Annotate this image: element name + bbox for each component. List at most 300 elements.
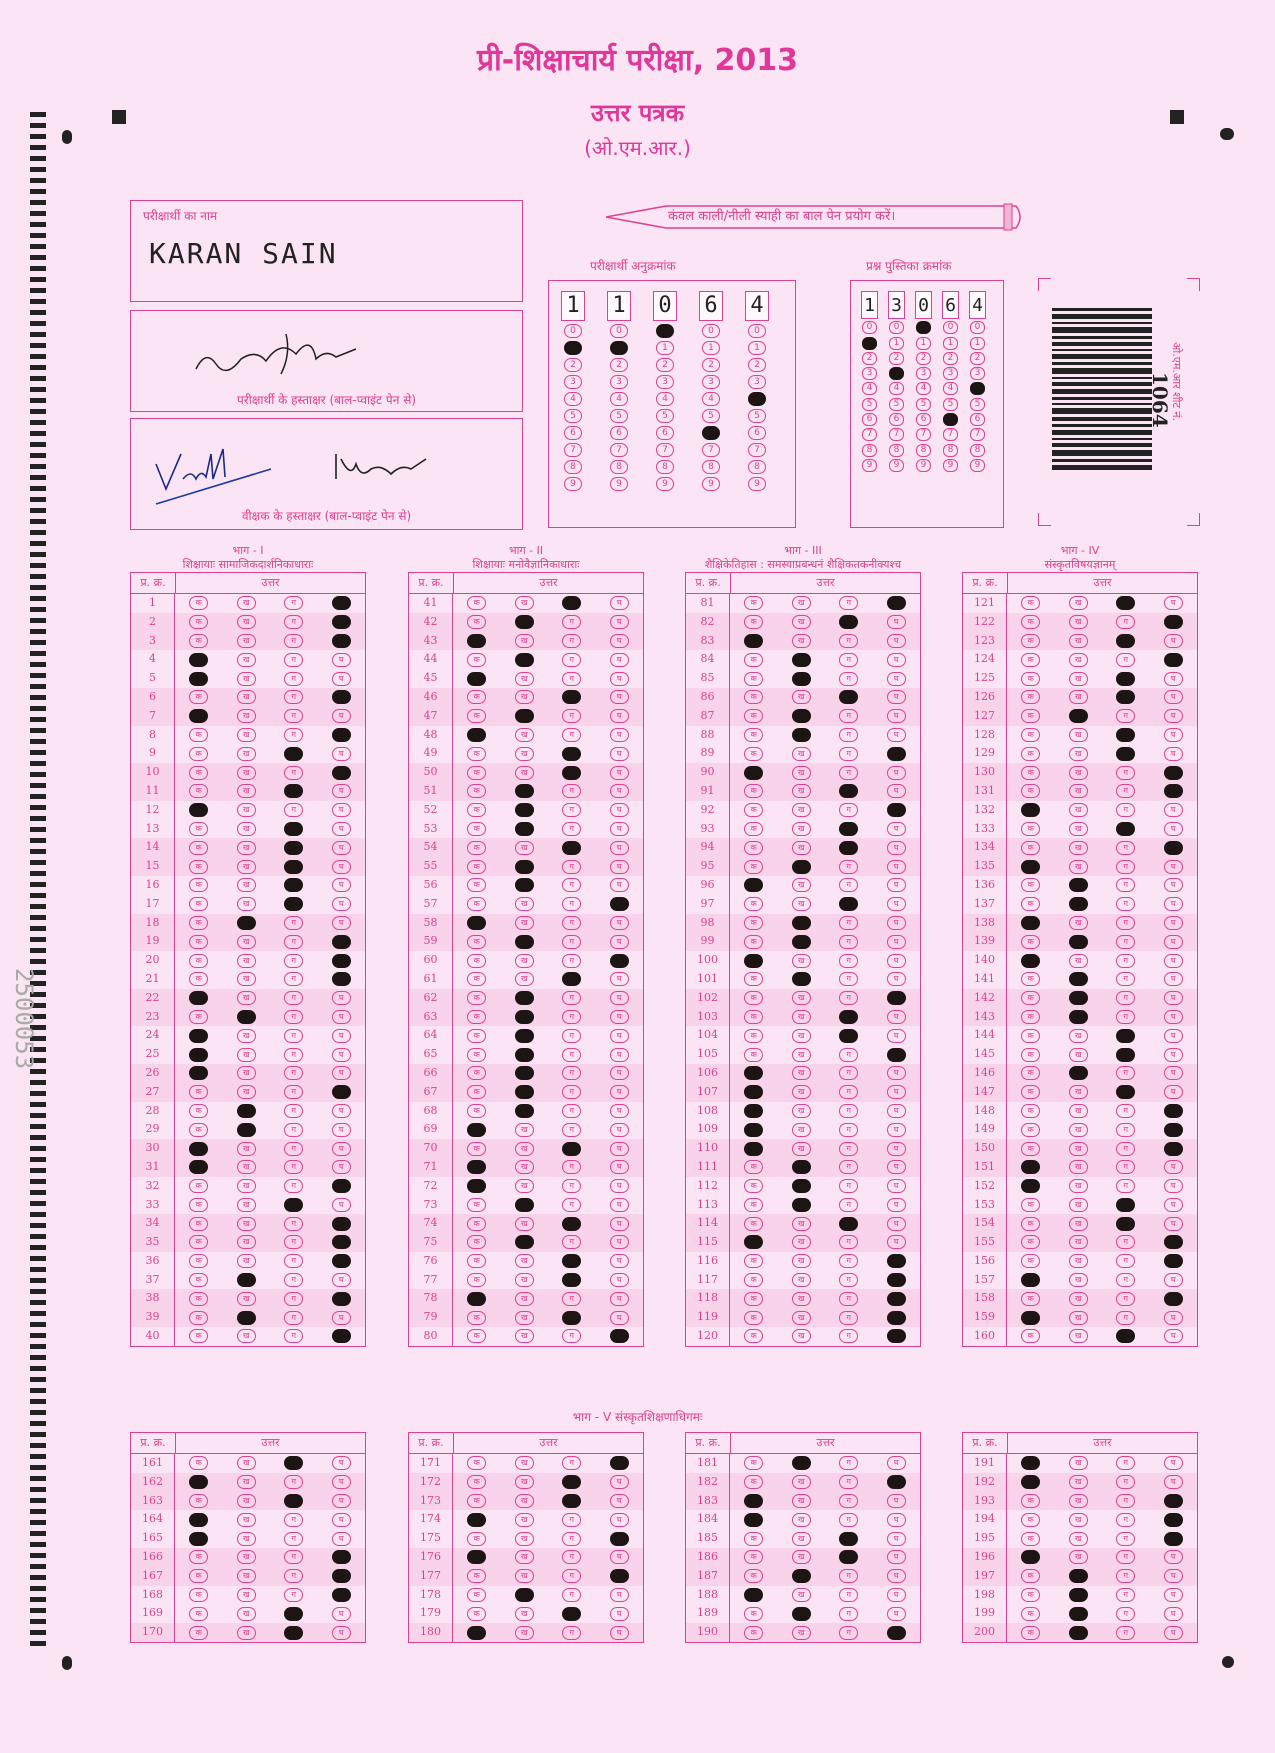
bubble[interactable]: क xyxy=(189,690,208,704)
bubble[interactable]: ख xyxy=(515,1273,534,1287)
bubble[interactable]: ख xyxy=(237,1532,256,1546)
bubble[interactable]: 2 xyxy=(656,358,674,372)
filled-bubble[interactable] xyxy=(1116,1048,1135,1062)
bubble[interactable]: ग xyxy=(839,1513,858,1527)
bubble[interactable]: ग xyxy=(562,1569,581,1583)
filled-bubble[interactable] xyxy=(562,1273,581,1287)
bubble[interactable]: क xyxy=(744,860,763,874)
digit-box[interactable]: 6 xyxy=(699,291,723,321)
bubble[interactable]: क xyxy=(189,784,208,798)
bubble[interactable]: घ xyxy=(610,860,629,874)
bubble[interactable]: घ xyxy=(1164,878,1183,892)
filled-bubble[interactable] xyxy=(562,841,581,855)
filled-bubble[interactable] xyxy=(887,1273,906,1287)
bubble[interactable]: क xyxy=(189,1273,208,1287)
bubble[interactable]: ख xyxy=(237,1292,256,1306)
bubble[interactable]: ख xyxy=(792,803,811,817)
bubble[interactable]: 3 xyxy=(702,375,720,389)
bubble[interactable]: 9 xyxy=(970,459,985,472)
bubble[interactable]: क xyxy=(467,709,486,723)
bubble[interactable]: ग xyxy=(839,972,858,986)
bubble[interactable]: ग xyxy=(839,1494,858,1508)
bubble[interactable]: घ xyxy=(1164,1456,1183,1470)
bubble[interactable]: ग xyxy=(562,954,581,968)
bubble[interactable]: ख xyxy=(1069,1254,1088,1268)
filled-bubble[interactable] xyxy=(562,972,581,986)
bubble[interactable]: ख xyxy=(792,878,811,892)
bubble[interactable]: क xyxy=(1021,1010,1040,1024)
bubble[interactable]: घ xyxy=(332,1104,351,1118)
filled-bubble[interactable] xyxy=(332,954,351,968)
bubble[interactable]: घ xyxy=(332,1494,351,1508)
bubble[interactable]: ख xyxy=(515,672,534,686)
bubble[interactable]: ख xyxy=(237,860,256,874)
bubble[interactable]: ग xyxy=(284,1029,303,1043)
bubble[interactable]: ग xyxy=(284,991,303,1005)
bubble[interactable]: क xyxy=(467,766,486,780)
filled-bubble[interactable] xyxy=(610,1456,629,1470)
bubble[interactable]: ग xyxy=(284,728,303,742)
bubble[interactable]: ख xyxy=(237,634,256,648)
digit-box[interactable]: 0 xyxy=(915,291,932,319)
bubble[interactable]: ख xyxy=(237,897,256,911)
filled-bubble[interactable] xyxy=(515,878,534,892)
bubble[interactable]: घ xyxy=(1164,897,1183,911)
bubble[interactable]: घ xyxy=(610,1029,629,1043)
bubble[interactable]: ग xyxy=(1116,1235,1135,1249)
filled-bubble[interactable] xyxy=(189,1029,208,1043)
filled-bubble[interactable] xyxy=(332,1235,351,1249)
bubble[interactable]: ग xyxy=(839,1254,858,1268)
filled-bubble[interactable] xyxy=(1116,1329,1135,1343)
filled-bubble[interactable] xyxy=(1164,784,1183,798)
bubble[interactable]: ख xyxy=(237,1235,256,1249)
bubble[interactable]: क xyxy=(1021,1329,1040,1343)
bubble[interactable]: ग xyxy=(1116,954,1135,968)
bubble[interactable]: घ xyxy=(1164,1329,1183,1343)
filled-bubble[interactable] xyxy=(515,709,534,723)
bubble[interactable]: क xyxy=(467,1254,486,1268)
bubble[interactable]: ख xyxy=(237,972,256,986)
filled-bubble[interactable] xyxy=(515,1588,534,1602)
bubble[interactable]: घ xyxy=(1164,1179,1183,1193)
bubble[interactable]: ग xyxy=(1116,1104,1135,1118)
filled-bubble[interactable] xyxy=(748,392,766,406)
bubble[interactable]: 0 xyxy=(748,324,766,338)
bubble[interactable]: ग xyxy=(562,822,581,836)
bubble[interactable]: 0 xyxy=(610,324,628,338)
filled-bubble[interactable] xyxy=(839,1029,858,1043)
bubble[interactable]: क xyxy=(189,1329,208,1343)
bubble[interactable]: 5 xyxy=(610,409,628,423)
bubble[interactable]: ख xyxy=(1069,615,1088,629)
bubble[interactable]: ख xyxy=(1069,841,1088,855)
bubble[interactable]: ग xyxy=(562,991,581,1005)
bubble[interactable]: ख xyxy=(515,728,534,742)
filled-bubble[interactable] xyxy=(744,1494,763,1508)
bubble[interactable]: घ xyxy=(610,1085,629,1099)
bubble[interactable]: क xyxy=(1021,991,1040,1005)
bubble[interactable]: ख xyxy=(237,1588,256,1602)
filled-bubble[interactable] xyxy=(1116,747,1135,761)
bubble[interactable]: क xyxy=(467,596,486,610)
bubble[interactable]: ग xyxy=(839,1235,858,1249)
bubble[interactable]: 8 xyxy=(916,444,931,457)
bubble[interactable]: 2 xyxy=(748,358,766,372)
bubble[interactable]: क xyxy=(1021,1254,1040,1268)
filled-bubble[interactable] xyxy=(744,1588,763,1602)
bubble[interactable]: ग xyxy=(839,991,858,1005)
bubble[interactable]: घ xyxy=(887,1532,906,1546)
filled-bubble[interactable] xyxy=(792,728,811,742)
bubble[interactable]: क xyxy=(189,1292,208,1306)
filled-bubble[interactable] xyxy=(1069,1588,1088,1602)
bubble[interactable]: क xyxy=(744,972,763,986)
bubble[interactable]: क xyxy=(189,935,208,949)
bubble[interactable]: घ xyxy=(1164,1217,1183,1231)
bubble[interactable]: ख xyxy=(1069,822,1088,836)
bubble[interactable]: क xyxy=(467,1048,486,1062)
bubble[interactable]: ग xyxy=(562,916,581,930)
bubble[interactable]: ख xyxy=(237,878,256,892)
bubble[interactable]: घ xyxy=(332,878,351,892)
bubble[interactable]: 3 xyxy=(943,367,958,380)
bubble[interactable]: घ xyxy=(887,1494,906,1508)
bubble[interactable]: घ xyxy=(332,897,351,911)
bubble[interactable]: क xyxy=(189,972,208,986)
filled-bubble[interactable] xyxy=(839,897,858,911)
bubble[interactable]: ख xyxy=(515,1569,534,1583)
bubble[interactable]: क xyxy=(744,1029,763,1043)
bubble[interactable]: ग xyxy=(839,728,858,742)
bubble[interactable]: 5 xyxy=(656,409,674,423)
bubble[interactable]: ग xyxy=(839,1311,858,1325)
bubble[interactable]: क xyxy=(189,822,208,836)
bubble[interactable]: घ xyxy=(1164,1475,1183,1489)
filled-bubble[interactable] xyxy=(1069,1010,1088,1024)
bubble[interactable]: ख xyxy=(237,1179,256,1193)
bubble[interactable]: ग xyxy=(562,1066,581,1080)
bubble[interactable]: 4 xyxy=(916,382,931,395)
bubble[interactable]: घ xyxy=(887,1588,906,1602)
bubble[interactable]: ग xyxy=(1116,878,1135,892)
bubble[interactable]: ख xyxy=(237,822,256,836)
bubble[interactable]: ग xyxy=(839,803,858,817)
bubble[interactable]: क xyxy=(744,672,763,686)
bubble[interactable]: क xyxy=(467,1569,486,1583)
bubble[interactable]: क xyxy=(744,991,763,1005)
bubble[interactable]: ग xyxy=(1116,1626,1135,1640)
bubble[interactable]: घ xyxy=(332,1160,351,1174)
bubble[interactable]: घ xyxy=(610,878,629,892)
bubble[interactable]: क xyxy=(189,1010,208,1024)
bubble[interactable]: ग xyxy=(284,690,303,704)
bubble[interactable]: ग xyxy=(562,1179,581,1193)
bubble[interactable]: ग xyxy=(562,1626,581,1640)
bubble[interactable]: क xyxy=(744,1254,763,1268)
bubble[interactable]: घ xyxy=(332,1607,351,1621)
filled-bubble[interactable] xyxy=(189,1048,208,1062)
bubble[interactable]: क xyxy=(1021,1607,1040,1621)
bubble[interactable]: क xyxy=(189,1123,208,1137)
bubble[interactable]: ख xyxy=(237,935,256,949)
bubble[interactable]: क xyxy=(189,1217,208,1231)
bubble[interactable]: ख xyxy=(515,1217,534,1231)
bubble[interactable]: ख xyxy=(515,1456,534,1470)
bubble[interactable]: घ xyxy=(332,1123,351,1137)
bubble[interactable]: 1 xyxy=(656,341,674,355)
bubble[interactable]: ख xyxy=(792,1066,811,1080)
bubble[interactable]: ख xyxy=(237,1456,256,1470)
bubble[interactable]: ग xyxy=(562,1198,581,1212)
bubble[interactable]: ग xyxy=(562,860,581,874)
bubble[interactable]: ग xyxy=(1116,1010,1135,1024)
bubble[interactable]: क xyxy=(467,1607,486,1621)
filled-bubble[interactable] xyxy=(1069,1607,1088,1621)
bubble[interactable]: ख xyxy=(792,822,811,836)
bubble[interactable]: क xyxy=(189,954,208,968)
bubble[interactable]: ग xyxy=(839,916,858,930)
bubble[interactable]: ख xyxy=(515,747,534,761)
filled-bubble[interactable] xyxy=(1021,1273,1040,1287)
bubble[interactable]: क xyxy=(1021,1532,1040,1546)
bubble[interactable]: ख xyxy=(515,897,534,911)
bubble[interactable]: क xyxy=(744,747,763,761)
bubble[interactable]: क xyxy=(744,690,763,704)
bubble[interactable]: क xyxy=(467,822,486,836)
bubble[interactable]: 7 xyxy=(889,428,904,441)
bubble[interactable]: ग xyxy=(839,1104,858,1118)
bubble[interactable]: क xyxy=(1021,1123,1040,1137)
bubble[interactable]: ग xyxy=(284,1085,303,1099)
filled-bubble[interactable] xyxy=(515,1104,534,1118)
filled-bubble[interactable] xyxy=(515,784,534,798)
filled-bubble[interactable] xyxy=(839,841,858,855)
bubble[interactable]: क xyxy=(744,1311,763,1325)
filled-bubble[interactable] xyxy=(1164,1235,1183,1249)
filled-bubble[interactable] xyxy=(610,897,629,911)
bubble[interactable]: ग xyxy=(1116,784,1135,798)
bubble[interactable]: ख xyxy=(1069,784,1088,798)
bubble[interactable]: घ xyxy=(1164,803,1183,817)
filled-bubble[interactable] xyxy=(237,1311,256,1325)
bubble[interactable]: ग xyxy=(284,766,303,780)
bubble[interactable]: ग xyxy=(1116,1142,1135,1156)
bubble[interactable]: घ xyxy=(332,841,351,855)
bubble[interactable]: ख xyxy=(792,1217,811,1231)
bubble[interactable]: 9 xyxy=(889,459,904,472)
filled-bubble[interactable] xyxy=(970,382,985,395)
bubble[interactable]: ग xyxy=(562,1160,581,1174)
bubble[interactable]: क xyxy=(1021,728,1040,742)
bubble[interactable]: ख xyxy=(792,1513,811,1527)
bubble[interactable]: 1 xyxy=(748,341,766,355)
bubble[interactable]: ख xyxy=(792,596,811,610)
bubble[interactable]: ग xyxy=(284,1179,303,1193)
bubble[interactable]: क xyxy=(189,1104,208,1118)
bubble[interactable]: ख xyxy=(237,728,256,742)
digit-box[interactable]: 1 xyxy=(607,291,631,321)
bubble[interactable]: ग xyxy=(1116,1254,1135,1268)
bubble[interactable]: ग xyxy=(562,1104,581,1118)
bubble[interactable]: ख xyxy=(515,1513,534,1527)
filled-bubble[interactable] xyxy=(916,321,931,334)
filled-bubble[interactable] xyxy=(1069,897,1088,911)
bubble[interactable]: क xyxy=(189,1494,208,1508)
filled-bubble[interactable] xyxy=(792,972,811,986)
bubble[interactable]: घ xyxy=(887,1142,906,1156)
bubble[interactable]: ख xyxy=(237,690,256,704)
bubble[interactable]: ग xyxy=(562,1292,581,1306)
bubble[interactable]: ग xyxy=(284,1048,303,1062)
filled-bubble[interactable] xyxy=(564,341,582,355)
filled-bubble[interactable] xyxy=(792,1160,811,1174)
bubble[interactable]: ग xyxy=(1116,1160,1135,1174)
filled-bubble[interactable] xyxy=(562,1254,581,1268)
bubble[interactable]: ख xyxy=(237,747,256,761)
filled-bubble[interactable] xyxy=(1164,1513,1183,1527)
bubble[interactable]: घ xyxy=(332,747,351,761)
bubble[interactable]: ख xyxy=(1069,1198,1088,1212)
bubble[interactable]: ग xyxy=(1116,1494,1135,1508)
filled-bubble[interactable] xyxy=(515,991,534,1005)
bubble[interactable]: घ xyxy=(887,1123,906,1137)
bubble[interactable]: ग xyxy=(562,653,581,667)
bubble[interactable]: घ xyxy=(1164,747,1183,761)
filled-bubble[interactable] xyxy=(839,784,858,798)
bubble[interactable]: ख xyxy=(515,1142,534,1156)
filled-bubble[interactable] xyxy=(189,1532,208,1546)
bubble[interactable]: ग xyxy=(284,709,303,723)
bubble[interactable]: ग xyxy=(284,1010,303,1024)
bubble[interactable]: घ xyxy=(1164,991,1183,1005)
bubble[interactable]: 1 xyxy=(702,341,720,355)
bubble[interactable]: क xyxy=(744,728,763,742)
bubble[interactable]: ग xyxy=(284,1329,303,1343)
bubble[interactable]: ख xyxy=(792,1235,811,1249)
bubble[interactable]: ख xyxy=(237,1569,256,1583)
bubble[interactable]: क xyxy=(467,1010,486,1024)
filled-bubble[interactable] xyxy=(744,1066,763,1080)
bubble[interactable]: क xyxy=(467,784,486,798)
filled-bubble[interactable] xyxy=(467,1179,486,1193)
bubble[interactable]: ग xyxy=(562,1588,581,1602)
bubble[interactable]: घ xyxy=(610,747,629,761)
bubble[interactable]: 5 xyxy=(702,409,720,423)
bubble[interactable]: घ xyxy=(610,1626,629,1640)
bubble[interactable]: ख xyxy=(237,1198,256,1212)
bubble[interactable]: ख xyxy=(1069,1104,1088,1118)
bubble[interactable]: ख xyxy=(515,972,534,986)
bubble[interactable]: ख xyxy=(237,954,256,968)
bubble[interactable]: घ xyxy=(610,991,629,1005)
filled-bubble[interactable] xyxy=(792,1569,811,1583)
bubble[interactable]: घ xyxy=(610,1273,629,1287)
bubble[interactable]: ख xyxy=(792,784,811,798)
bubble[interactable]: ग xyxy=(839,634,858,648)
bubble[interactable]: 6 xyxy=(970,413,985,426)
bubble[interactable]: ग xyxy=(562,1123,581,1137)
bubble[interactable]: क xyxy=(1021,972,1040,986)
bubble[interactable]: 0 xyxy=(943,321,958,334)
bubble[interactable]: क xyxy=(189,860,208,874)
bubble[interactable]: 2 xyxy=(943,352,958,365)
filled-bubble[interactable] xyxy=(839,1532,858,1546)
bubble[interactable]: घ xyxy=(887,1066,906,1080)
bubble[interactable]: क xyxy=(467,1588,486,1602)
filled-bubble[interactable] xyxy=(744,1104,763,1118)
bubble[interactable]: क xyxy=(1021,1048,1040,1062)
bubble[interactable]: क xyxy=(744,1626,763,1640)
bubble[interactable]: घ xyxy=(1164,672,1183,686)
bubble[interactable]: ग xyxy=(284,596,303,610)
filled-bubble[interactable] xyxy=(702,426,720,440)
bubble[interactable]: ख xyxy=(792,1029,811,1043)
bubble[interactable]: घ xyxy=(887,972,906,986)
bubble[interactable]: ग xyxy=(284,1217,303,1231)
bubble[interactable]: घ xyxy=(610,596,629,610)
bubble[interactable]: ख xyxy=(515,766,534,780)
bubble[interactable]: घ xyxy=(610,1254,629,1268)
bubble[interactable]: क xyxy=(1021,1292,1040,1306)
bubble[interactable]: ख xyxy=(1069,1048,1088,1062)
bubble[interactable]: ख xyxy=(792,1494,811,1508)
bubble[interactable]: क xyxy=(189,841,208,855)
bubble[interactable]: घ xyxy=(887,1160,906,1174)
filled-bubble[interactable] xyxy=(237,1273,256,1287)
bubble[interactable]: ख xyxy=(237,991,256,1005)
bubble[interactable]: घ xyxy=(610,672,629,686)
bubble[interactable]: ख xyxy=(792,690,811,704)
bubble[interactable]: ग xyxy=(562,1029,581,1043)
bubble[interactable]: 8 xyxy=(656,460,674,474)
filled-bubble[interactable] xyxy=(610,1329,629,1343)
bubble[interactable]: क xyxy=(189,1179,208,1193)
bubble[interactable]: ख xyxy=(515,954,534,968)
bubble[interactable]: ख xyxy=(237,766,256,780)
bubble[interactable]: ग xyxy=(284,1142,303,1156)
filled-bubble[interactable] xyxy=(332,935,351,949)
bubble[interactable]: घ xyxy=(1164,954,1183,968)
digit-box[interactable]: 6 xyxy=(942,291,959,319)
filled-bubble[interactable] xyxy=(887,991,906,1005)
bubble[interactable]: घ xyxy=(332,672,351,686)
filled-bubble[interactable] xyxy=(1116,672,1135,686)
bubble[interactable]: 3 xyxy=(748,375,766,389)
bubble[interactable]: ग xyxy=(1116,653,1135,667)
bubble[interactable]: ग xyxy=(1116,1179,1135,1193)
bubble[interactable]: घ xyxy=(887,1513,906,1527)
bubble[interactable]: ग xyxy=(562,1235,581,1249)
bubble[interactable]: घ xyxy=(332,1626,351,1640)
filled-bubble[interactable] xyxy=(189,1160,208,1174)
bubble[interactable]: ग xyxy=(839,747,858,761)
bubble[interactable]: घ xyxy=(610,634,629,648)
filled-bubble[interactable] xyxy=(839,1217,858,1231)
bubble[interactable]: घ xyxy=(332,1456,351,1470)
bubble[interactable]: ख xyxy=(792,1123,811,1137)
bubble[interactable]: घ xyxy=(1164,972,1183,986)
bubble[interactable]: 9 xyxy=(943,459,958,472)
bubble[interactable]: घ xyxy=(1164,1010,1183,1024)
filled-bubble[interactable] xyxy=(862,337,877,350)
bubble[interactable]: क xyxy=(189,596,208,610)
bubble[interactable]: ग xyxy=(562,1048,581,1062)
bubble[interactable]: ग xyxy=(839,653,858,667)
bubble[interactable]: क xyxy=(1021,1588,1040,1602)
filled-bubble[interactable] xyxy=(1021,954,1040,968)
bubble[interactable]: ख xyxy=(237,784,256,798)
